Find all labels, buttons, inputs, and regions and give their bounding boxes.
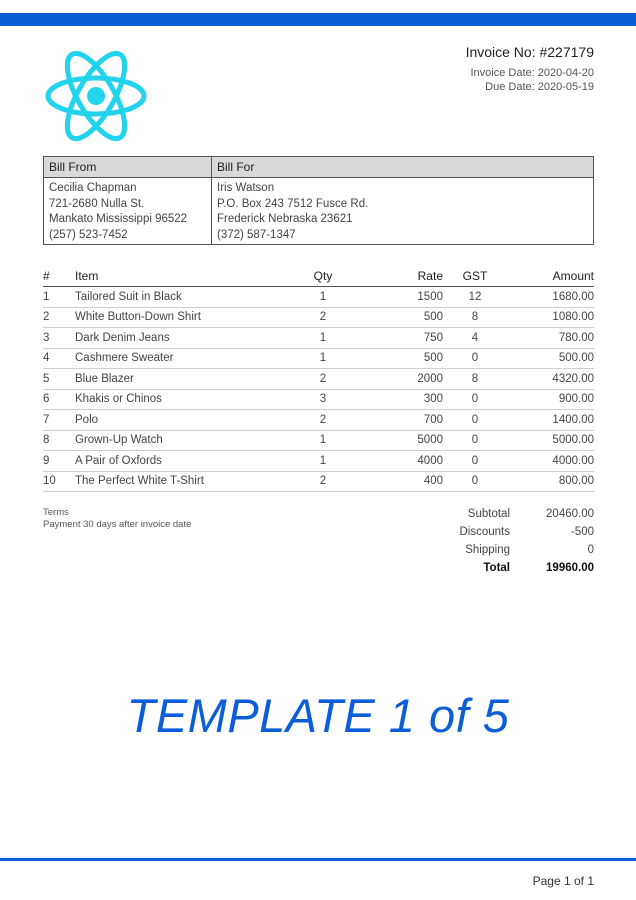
- table-row: [43, 308, 594, 329]
- header-number: #: [43, 269, 50, 283]
- total-label: Total: [483, 562, 510, 574]
- row-amount: 5000.00: [552, 434, 594, 447]
- bill-for-city: Frederick Nebraska 23621: [217, 213, 353, 225]
- discounts-label: Discounts: [459, 526, 510, 538]
- row-number: 7: [43, 413, 50, 426]
- row-qty: 1: [319, 290, 327, 303]
- table-header-row: [43, 266, 594, 287]
- bill-for-heading: Bill For: [212, 157, 593, 178]
- billing-info-table: [43, 156, 594, 245]
- table-row: [43, 472, 594, 493]
- totals-section: [430, 505, 594, 577]
- row-rate: 700: [423, 413, 443, 426]
- row-rate: 4000: [417, 454, 443, 467]
- bill-from-heading: Bill From: [44, 157, 211, 178]
- row-item: Tailored Suit in Black: [75, 290, 182, 303]
- total-row: [430, 559, 594, 577]
- table-row: [43, 369, 594, 390]
- bottom-accent-bar: [0, 858, 636, 861]
- row-amount: 4000.00: [552, 454, 594, 467]
- row-amount: 800.00: [558, 475, 594, 488]
- row-qty: 2: [319, 475, 327, 488]
- line-items-table: [43, 266, 594, 492]
- total-value: 19960.00: [546, 562, 594, 574]
- template-watermark: TEMPLATE 1 of 5: [126, 689, 510, 742]
- table-row: [43, 349, 594, 370]
- invoice-number: Invoice No: #227179: [465, 44, 594, 60]
- shipping-value: 0: [587, 544, 594, 556]
- row-gst: 0: [471, 475, 479, 488]
- row-qty: 3: [319, 393, 327, 406]
- row-gst: 0: [471, 434, 479, 447]
- table-row: [43, 390, 594, 411]
- row-rate: 400: [423, 475, 443, 488]
- subtotal-value: 20460.00: [546, 508, 594, 520]
- row-number: 5: [43, 372, 50, 385]
- terms-section: [43, 507, 191, 531]
- row-amount: 1680.00: [552, 290, 594, 303]
- shipping-label: Shipping: [465, 544, 510, 556]
- row-item: Dark Denim Jeans: [75, 331, 170, 344]
- react-logo-icon: [44, 48, 148, 144]
- header-item: Item: [75, 269, 99, 283]
- row-number: 10: [43, 475, 56, 488]
- row-item: A Pair of Oxfords: [75, 454, 162, 467]
- bill-from-city: Mankato Mississippi 96522: [49, 213, 188, 225]
- bill-for-phone: (372) 587-1347: [217, 228, 296, 241]
- row-item: Polo: [75, 413, 99, 426]
- row-amount: 500.00: [558, 352, 594, 365]
- row-gst: 12: [468, 290, 482, 303]
- invoice-meta: [466, 44, 594, 94]
- row-rate: 300: [423, 393, 443, 406]
- row-rate: 2000: [417, 372, 443, 385]
- row-item: White Button-Down Shirt: [75, 311, 201, 324]
- row-qty: 1: [319, 331, 327, 344]
- row-qty: 2: [319, 372, 327, 385]
- page-number: Page 1 of 1: [532, 874, 594, 888]
- row-gst: 0: [471, 413, 479, 426]
- header-amount: Amount: [552, 269, 594, 283]
- row-qty: 1: [319, 454, 327, 467]
- row-qty: 2: [319, 311, 327, 324]
- row-number: 9: [43, 454, 50, 467]
- table-row: [43, 328, 594, 349]
- row-amount: 1080.00: [552, 311, 594, 324]
- bill-from-street: 721-2680 Nulla St.: [49, 197, 145, 210]
- row-rate: 5000: [417, 434, 443, 447]
- row-amount: 1400.00: [552, 413, 594, 426]
- row-rate: 500: [423, 311, 443, 324]
- bill-for-column: [212, 157, 593, 244]
- row-gst: 0: [471, 393, 479, 406]
- due-date: Due Date: 2020-05-19: [485, 81, 594, 93]
- row-gst: 8: [471, 311, 479, 324]
- bill-for-street: P.O. Box 243 7512 Fusce Rd.: [217, 197, 369, 210]
- row-rate: 750: [423, 331, 443, 344]
- row-rate: 1500: [417, 290, 443, 303]
- row-item: Khakis or Chinos: [75, 393, 162, 406]
- row-number: 4: [43, 352, 50, 365]
- table-row: [43, 410, 594, 431]
- header-gst: GST: [462, 269, 488, 283]
- shipping-row: [430, 541, 594, 559]
- subtotal-label: Subtotal: [467, 508, 510, 520]
- row-number: 3: [43, 331, 50, 344]
- table-row: [43, 431, 594, 452]
- row-amount: 780.00: [558, 331, 594, 344]
- bill-from-phone: (257) 523-7452: [49, 228, 128, 241]
- row-number: 2: [43, 311, 50, 324]
- subtotal-row: [430, 505, 594, 523]
- terms-label: Terms: [43, 507, 69, 518]
- row-item: Blue Blazer: [75, 372, 134, 385]
- row-gst: 0: [471, 352, 479, 365]
- table-row: [43, 287, 594, 308]
- row-number: 8: [43, 434, 50, 447]
- row-item: Grown-Up Watch: [75, 434, 163, 447]
- table-row: [43, 451, 594, 472]
- row-item: The Perfect White T-Shirt: [75, 475, 204, 488]
- discounts-row: [430, 523, 594, 541]
- discounts-value: -500: [570, 526, 594, 538]
- header-rate: Rate: [417, 269, 443, 283]
- row-item: Cashmere Sweater: [75, 352, 174, 365]
- row-qty: 2: [319, 413, 327, 426]
- bill-from-column: [44, 157, 212, 244]
- row-amount: 900.00: [558, 393, 594, 406]
- bill-for-name: Iris Watson: [217, 182, 275, 194]
- top-accent-bar: [0, 13, 636, 26]
- row-number: 6: [43, 393, 50, 406]
- row-qty: 1: [319, 434, 327, 447]
- row-qty: 1: [319, 352, 327, 365]
- row-gst: 4: [471, 331, 479, 344]
- row-amount: 4320.00: [552, 372, 594, 385]
- invoice-date: Invoice Date: 2020-04-20: [470, 67, 594, 79]
- terms-text: Payment 30 days after invoice date: [43, 519, 192, 530]
- row-rate: 500: [423, 352, 443, 365]
- row-gst: 0: [471, 454, 479, 467]
- bill-from-name: Cecilia Chapman: [49, 182, 137, 194]
- header-qty: Qty: [313, 269, 333, 283]
- row-gst: 8: [471, 372, 479, 385]
- row-number: 1: [43, 290, 50, 303]
